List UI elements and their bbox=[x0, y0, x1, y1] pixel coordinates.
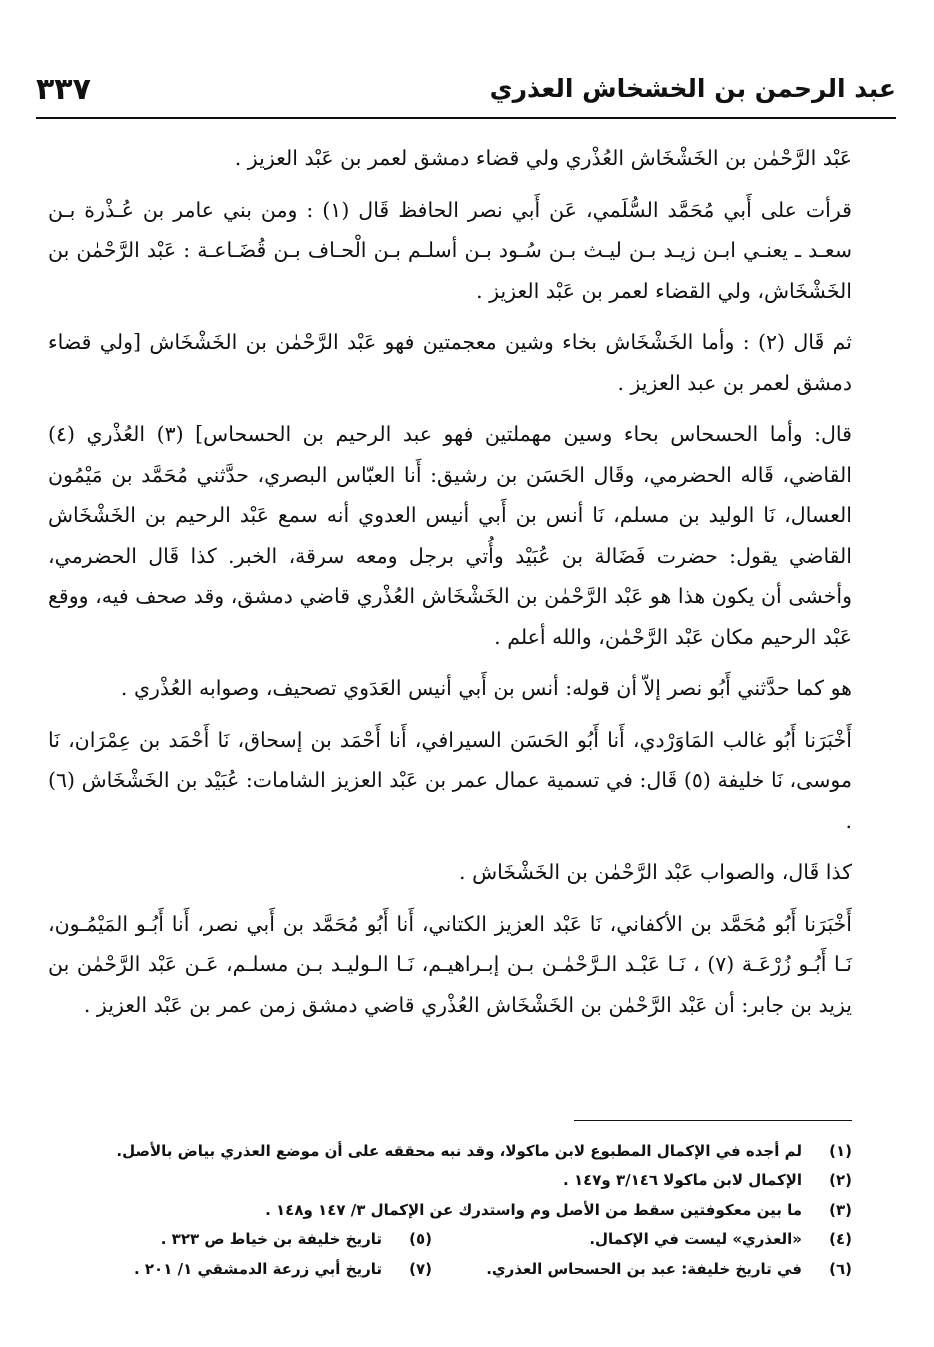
paragraph: هو كما حدَّثني أَبُو نصر إلاّ أن قوله: أنس بن أَبي أنيس العَدَوي تصحيف، وصوابه العُذْري . bbox=[120, 676, 852, 700]
paragraph: أَخْبَرَنا أَبُو غالب المَاوَرْدي، أَنا أَبُو الحَسَن السيرافي، أَنا أَحْمَد بن إسحاق، نَا أَحْمَد بن عِمْرَان، نَا موسى، نَا خليفة (٥) قَال: في تسمية عمال عمر بن عَبْد العزيز الشامات: عُبَيْد بن الخَشْخَاش (٦) . bbox=[48, 727, 852, 833]
paragraph: عَبْد الرَّحْمٰن بن الخَشْخَاش العُذْري ولي قضاء دمشق لعمر بن عَبْد العزيز . bbox=[234, 146, 852, 170]
footnote-text: تاريخ خليفة بن خياط ص ٣٢٣ . bbox=[160, 1230, 382, 1249]
footnote-5 bbox=[161, 1230, 432, 1248]
footnote-number: (٧) bbox=[409, 1259, 432, 1278]
page-number: ٣٣٧ bbox=[36, 72, 91, 107]
footnote-text: في تاريخ خليفة: عبد بن الحسحاس العذري. bbox=[486, 1259, 802, 1278]
paragraph: أَخْبَرَنا أَبُو مُحَمَّد بن الأكفاني، نَا عَبْد العزيز الكتاني، أَنا أَبُو مُحَمَّد بن أَبي نصر، أَنا أَبُـو المَيْمُـون، نَـا أَبُـو زُرْعَـة (٧) ، نَـا عَبْـد الـرَّحْمٰـن بـن إبـراهيـم، نَـا الـوليـد بـن مسلـم، عَـن عَبْد الرَّحْمٰن بن يزيد بن جابر: أن عَبْد الرَّحْمٰن بن الخَشْخَاش العُذْري قاضي دمشق زمن عمر بن عَبْد العزيز . bbox=[48, 911, 853, 1017]
footnote-line bbox=[70, 1195, 852, 1225]
footnote-line bbox=[70, 1166, 852, 1196]
paragraph: كذا قَال، والصواب عَبْد الرَّحْمٰن بن الخَشْخَاش . bbox=[459, 860, 852, 884]
footnote-3 bbox=[265, 1201, 852, 1219]
footnote-text: «العذري» ليست في الإكمال. bbox=[589, 1230, 802, 1249]
header-rule bbox=[36, 117, 896, 119]
footnote-text: ما بين معكوفتين سقط من الأصل وم واستدرك عن الإكمال ٣/ ١٤٧ و١٤٨ . bbox=[265, 1200, 802, 1219]
footnote-line bbox=[70, 1136, 852, 1166]
footnote-text: الإكمال لابن ماكولا ٣/١٤٦ و١٤٧ . bbox=[563, 1171, 802, 1190]
footnote-4 bbox=[432, 1230, 852, 1248]
footnotes bbox=[70, 1136, 852, 1284]
paragraph: قرأت على أَبي مُحَمَّد السُّلَمي، عَن أَبي نصر الحافظ قَال (١) : ومن بني عامر بن عُـذْرة بـن سعـد ـ يعنـي ابـن زيـد بـن ليـث بـن سُـود بـن أسلـم بـن الْحـاف بـن قُضَـاعـة : عَبْد الرَّحْمٰن بن الخَشْخَاش، ولي القضاء لعمر بن عَبْد العزيز . bbox=[48, 197, 852, 303]
running-title: عبد الرحمن بن الخشخاش العذري bbox=[489, 74, 896, 103]
main-text bbox=[48, 138, 852, 1036]
paragraph: قال: وأما الحسحاس بحاء وسين مهملتين فهو عبد الرحيم بن الحسحاس] (٣) العُذْري (٤) القاضي، قَاله الحضرمي، وقَال الحَسَن بن رشيق: أَنا العبّاس البصري، حدَّثني مُحَمَّد بن مَيْمُون العسال، نَا الوليد بن مسلم، نَا أنس بن أَبي أنيس العدوي أنه سمع عَبْد الرحيم بن الخَشْخَاش القاضي يقول: حضرت فَضَالة بن عُبَيْد وأُتي برجل ومعه سرقة، الخبر. كذا قَال الحضرمي، وأخشى أن يكون هذا هو عَبْد الرَّحْمٰن بن الخَشْخَاش العُذْري قاضي دمشق، وقد صحف فيه، ووقع عَبْد الرحيم مكان عَبْد الرَّحْمٰن، والله أعلم . bbox=[48, 422, 852, 649]
footnote-rule bbox=[574, 1120, 852, 1121]
page-header bbox=[36, 68, 896, 108]
footnote-number: (١) bbox=[829, 1141, 852, 1160]
footnote-line bbox=[70, 1225, 852, 1255]
footnote-1 bbox=[116, 1142, 852, 1160]
footnote-6 bbox=[432, 1260, 852, 1278]
footnote-2 bbox=[563, 1171, 852, 1189]
footnote-text: لم أجده في الإكمال المطبوع لابن ماكولا، وقد نبه محققه على أن موضع العذري بياض بالأصل. bbox=[116, 1141, 802, 1160]
footnote-number: (٦) bbox=[829, 1259, 852, 1278]
paragraph: ثم قَال (٢) : وأما الخَشْخَاش بخاء وشين معجمتين فهو عَبْد الرَّحْمٰن بن الخَشْخَاش [ولي قضاء دمشق لعمر بن عبد العزيز . bbox=[48, 330, 852, 395]
footnote-number: (٣) bbox=[829, 1200, 852, 1219]
footnote-text: تاريخ أبي زرعة الدمشقي ١/ ٢٠١ . bbox=[133, 1259, 382, 1278]
footnote-number: (٤) bbox=[829, 1230, 852, 1249]
footnote-number: (٢) bbox=[829, 1171, 852, 1190]
footnote-number: (٥) bbox=[409, 1230, 432, 1249]
footnote-7 bbox=[134, 1260, 432, 1278]
footnote-line bbox=[70, 1254, 852, 1284]
